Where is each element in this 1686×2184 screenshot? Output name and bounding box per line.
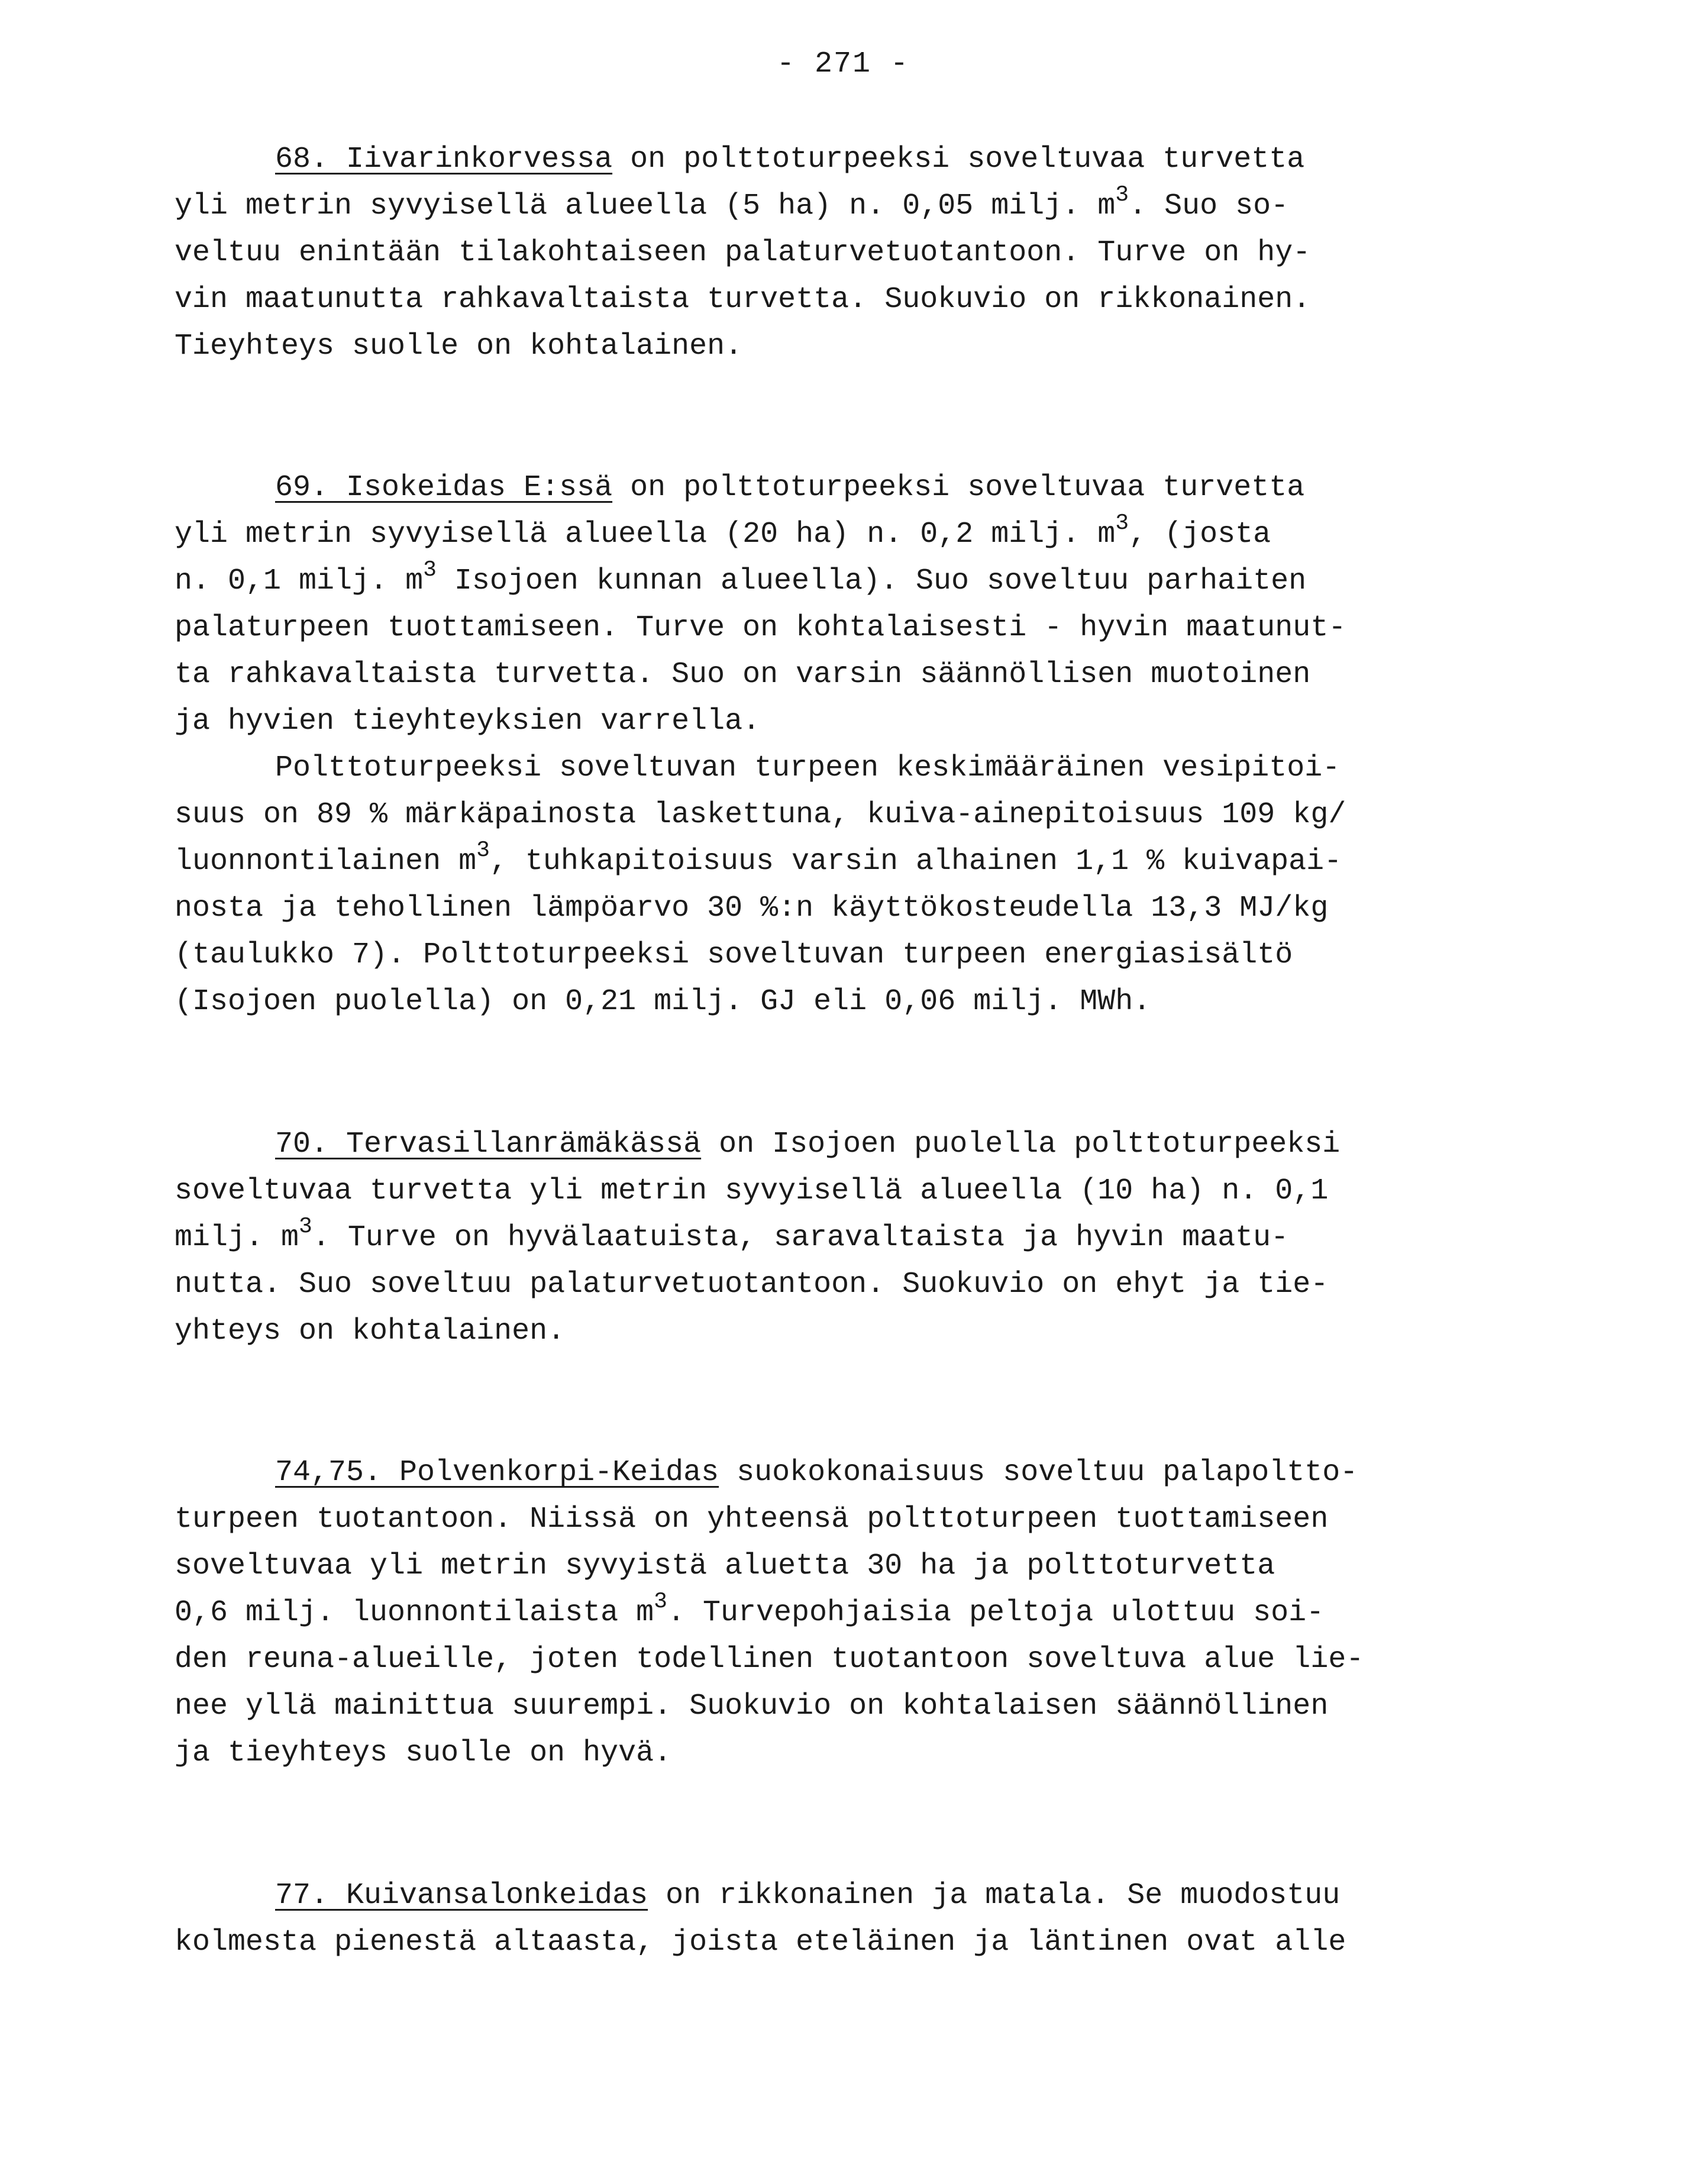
text-run: n. 0,1 milj. m: [175, 564, 424, 598]
paragraph-line: nee yllä mainittua suurempi. Suokuvio on kohtalaisen säännöllinen: [175, 1689, 1329, 1723]
paragraph-line: kolmesta pienestä altaasta, joista eteläinen ja läntinen ovat alle: [175, 1925, 1346, 1959]
section-heading: 70. Tervasillanrämäkässä: [275, 1127, 702, 1161]
section-heading: 74,75. Polvenkorpi-Keidas: [275, 1456, 719, 1490]
paragraph-line: soveltuvaa turvetta yli metrin syvyisellä alueella (10 ha) n. 0,1: [175, 1174, 1329, 1208]
superscript: 3: [654, 1589, 667, 1614]
text-run: luonnontilainen m: [175, 845, 477, 878]
paragraph-line: nutta. Suo soveltuu palaturvetuotantoon. Suokuvio on ehyt ja tie-: [175, 1268, 1329, 1301]
superscript: 3: [1115, 511, 1129, 536]
section-heading: 77. Kuivansalonkeidas: [275, 1879, 648, 1912]
section-74-75: [175, 1449, 1511, 1776]
section-heading: 68. Iivarinkorvessa: [275, 143, 613, 176]
paragraph-line: vin maatunutta rahkavaltaista turvetta. Suokuvio on rikkonainen.: [175, 283, 1311, 316]
paragraph-line: Polttoturpeeksi soveltuvan turpeen keskimääräinen vesipitoi-: [275, 751, 1341, 785]
paragraph-line: suus on 89 % märkäpainosta laskettuna, kuiva-ainepitoisuus 109 kg/: [175, 798, 1346, 832]
paragraph-line: ja hyvien tieyhteyksien varrella.: [175, 705, 761, 738]
paragraph-line: [175, 1214, 1511, 1261]
text-run: , (josta: [1129, 518, 1271, 551]
paragraph-line: [175, 1589, 1511, 1636]
text-run: . Turve on hyvälaatuista, saravaltaista ja hyvin maatu-: [312, 1221, 1289, 1255]
paragraph-line: [175, 838, 1511, 885]
paragraph-line: den reuna-alueille, joten todellinen tuotantoon soveltuva alue lie-: [175, 1643, 1364, 1676]
paragraph-line: soveltuvaa yli metrin syvyistä aluetta 30 ha ja polttoturvetta: [175, 1549, 1275, 1583]
superscript: 3: [1115, 182, 1129, 208]
section-heading: 69. Isokeidas E:ssä: [275, 471, 613, 505]
paragraph-line: [175, 511, 1511, 558]
section-70: [175, 1121, 1511, 1355]
paragraph-line: [175, 464, 1511, 511]
text-run: , tuhkapitoisuus varsin alhainen 1,1 % kuivapai-: [489, 845, 1342, 878]
section-68: [175, 136, 1511, 370]
superscript: 3: [423, 557, 437, 583]
paragraph-line: [175, 1449, 1511, 1496]
text-run: suokokonaisuus soveltuu palapoltto-: [719, 1456, 1358, 1490]
paragraph-line: ja tieyhteys suolle on hyvä.: [175, 1736, 672, 1770]
paragraph-line: [175, 1872, 1511, 1919]
paragraph-line: [175, 183, 1511, 230]
text-run: yli metrin syvyisellä alueella (20 ha) n. 0,2 milj. m: [175, 518, 1116, 551]
superscript: 3: [299, 1214, 312, 1239]
paragraph-line: turpeen tuotantoon. Niissä on yhteensä polttoturpeen tuottamiseen: [175, 1503, 1329, 1536]
text-run: Isojoen kunnan alueella). Suo soveltuu parhaiten: [436, 564, 1307, 598]
paragraph-line: (taulukko 7). Polttoturpeeksi soveltuvan turpeen energiasisältö: [175, 938, 1293, 972]
text-run: on Isojoen puolella polttoturpeeksi: [701, 1127, 1341, 1161]
paragraph-line: yhteys on kohtalainen.: [175, 1314, 566, 1348]
text-run: milj. m: [175, 1221, 299, 1255]
paragraph-line: (Isojoen puolella) on 0,21 milj. GJ eli 0,06 milj. MWh.: [175, 985, 1151, 1019]
page-number: - 271 -: [776, 47, 910, 81]
text-run: on polttoturpeeksi soveltuvaa turvetta: [612, 471, 1305, 505]
paragraph-line: [175, 1121, 1511, 1168]
paragraph-line: [175, 136, 1511, 183]
paragraph-line: palaturpeen tuottamiseen. Turve on kohtalaisesti - hyvin maatunut-: [175, 611, 1346, 645]
paragraph-line: Tieyhteys suolle on kohtalainen.: [175, 329, 743, 363]
superscript: 3: [476, 838, 490, 863]
text-run: on polttoturpeeksi soveltuvaa turvetta: [612, 143, 1305, 176]
text-run: . Turvepohjaisia peltoja ulottuu soi-: [667, 1596, 1325, 1630]
section-69: [175, 464, 1511, 1025]
text-run: yli metrin syvyisellä alueella (5 ha) n. 0,05 milj. m: [175, 189, 1116, 223]
text-run: on rikkonainen ja matala. Se muodostuu: [648, 1879, 1341, 1912]
section-77: [175, 1872, 1511, 1966]
text-run: . Suo so-: [1129, 189, 1289, 223]
paragraph-line: [175, 558, 1511, 605]
paragraph-line: nosta ja tehollinen lämpöarvo 30 %:n käyttökosteudella 13,3 MJ/kg: [175, 891, 1329, 925]
text-run: 0,6 milj. luonnontilaista m: [175, 1596, 654, 1630]
paragraph-line: ta rahkavaltaista turvetta. Suo on varsin säännöllisen muotoinen: [175, 658, 1311, 692]
paragraph-line: veltuu enintään tilakohtaiseen palaturvetuotantoon. Turve on hy-: [175, 236, 1311, 270]
